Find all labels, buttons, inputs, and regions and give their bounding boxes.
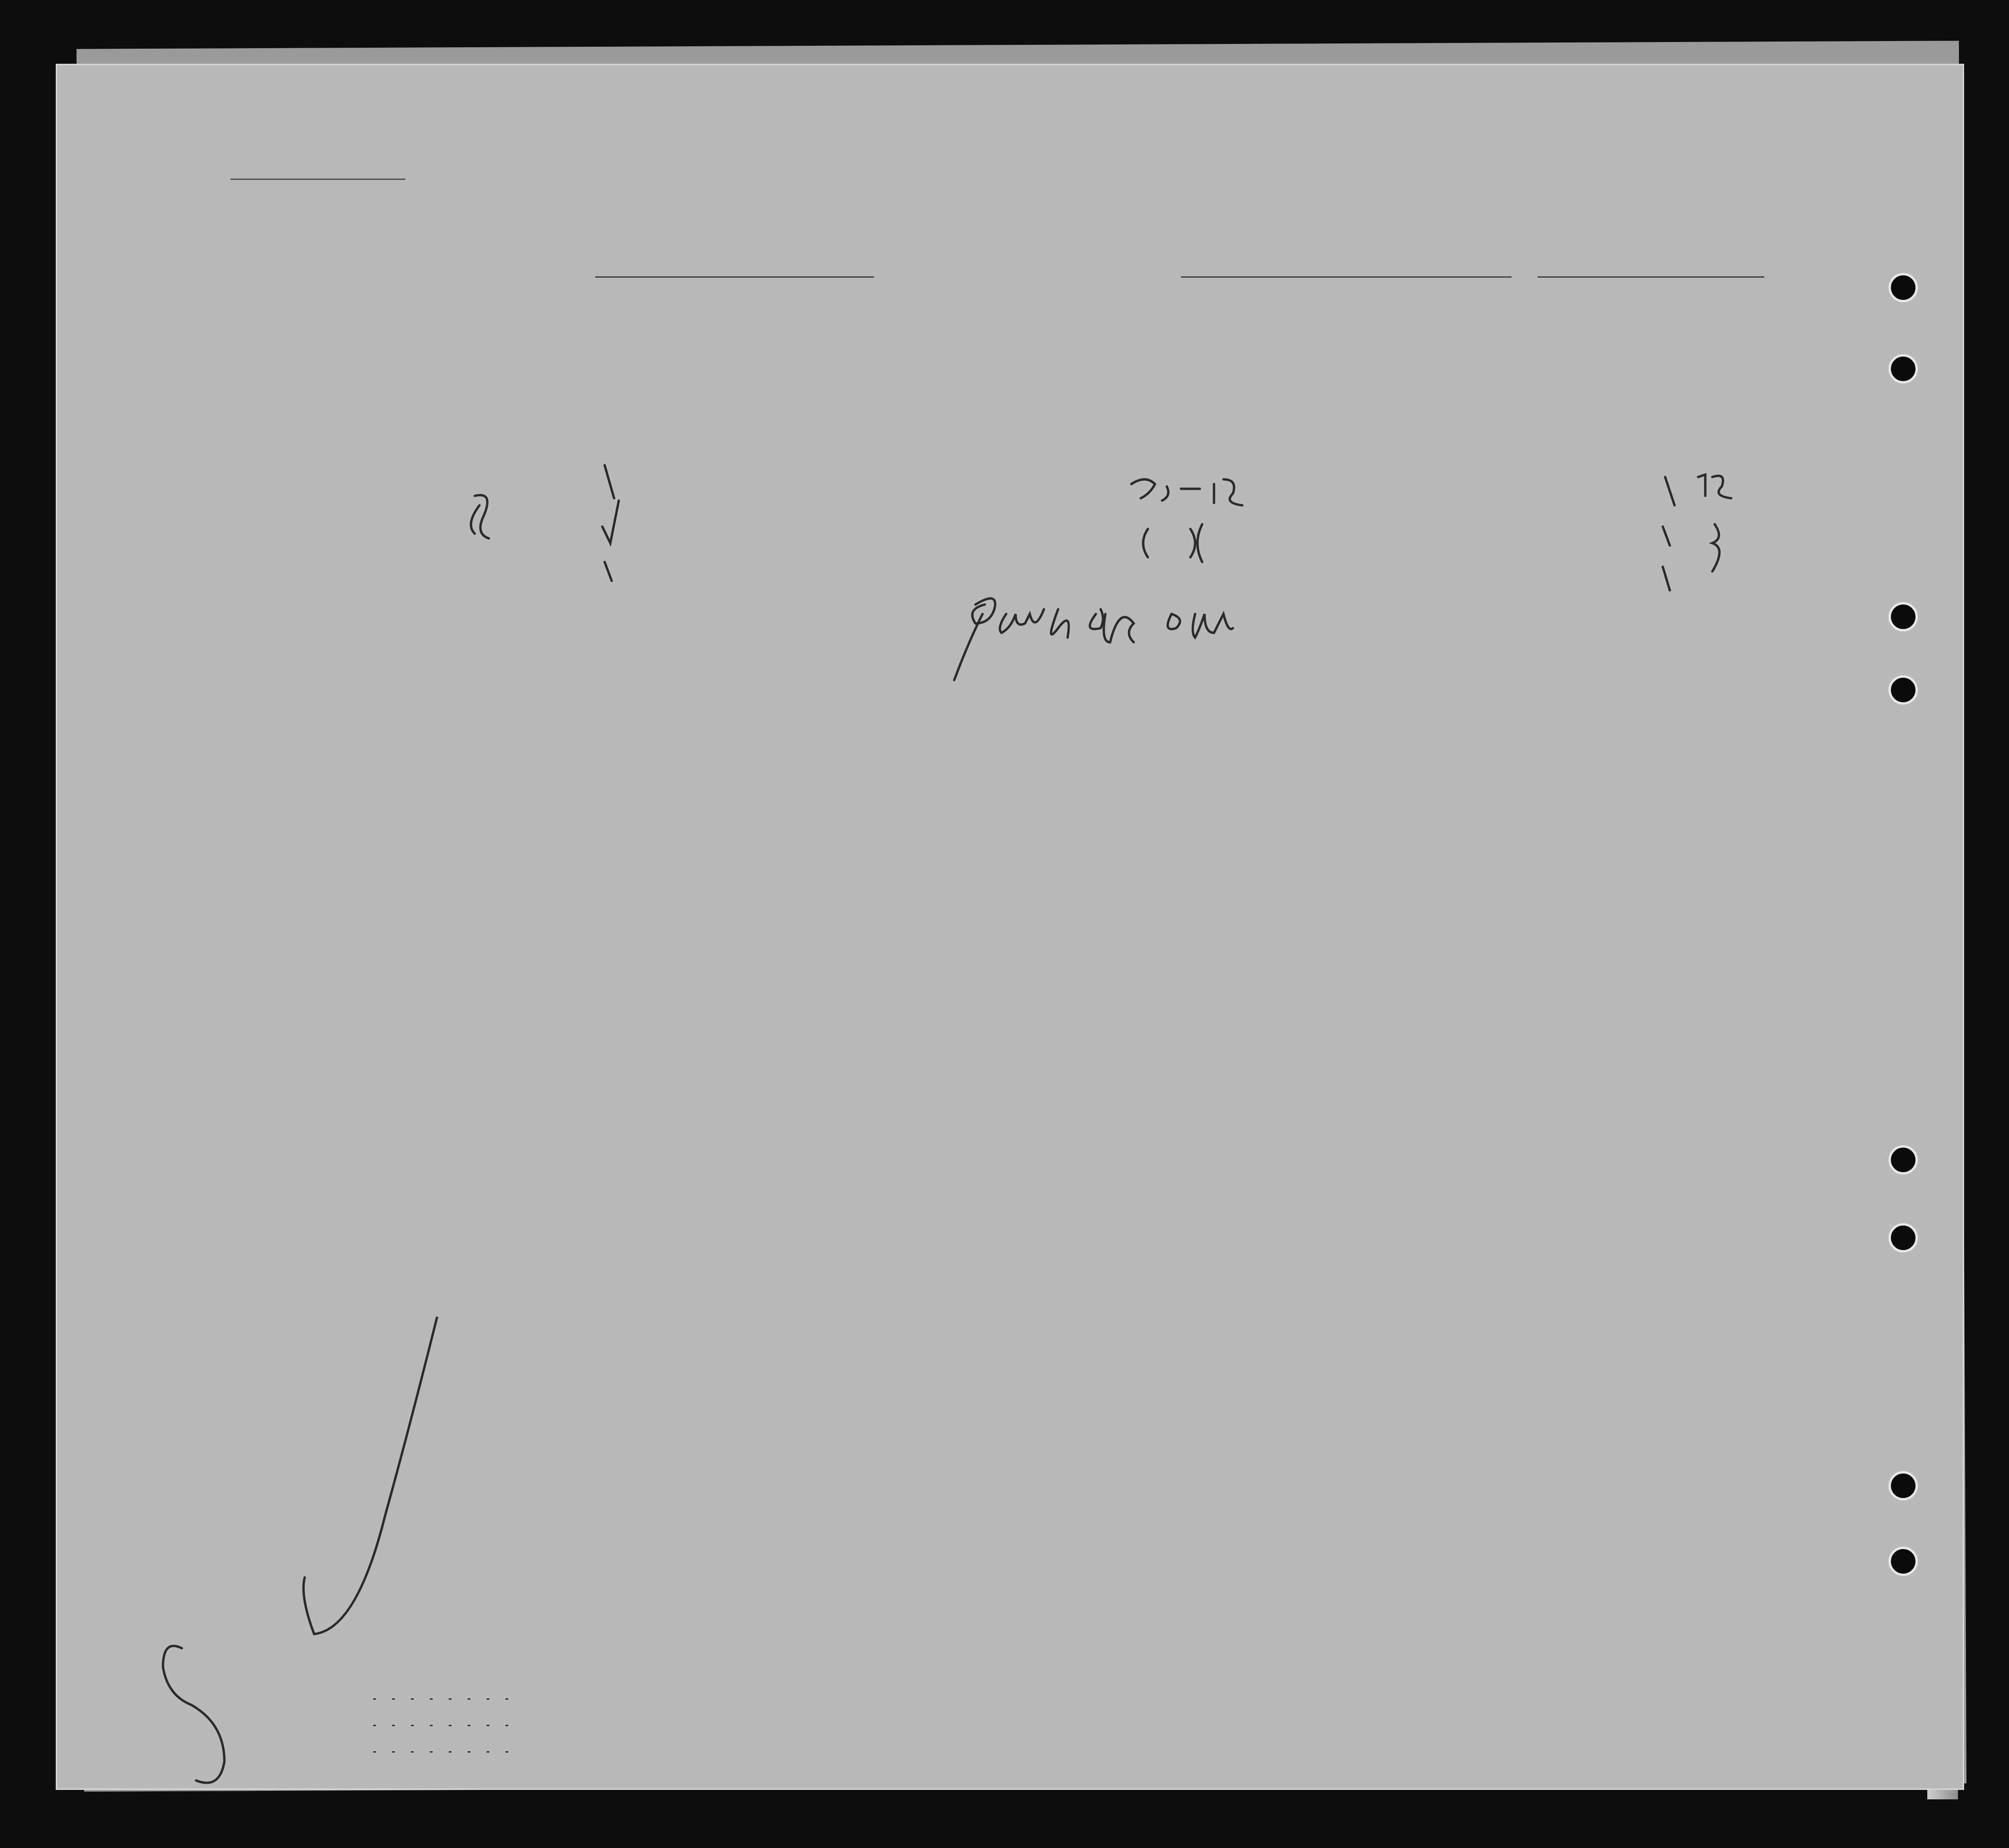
binder-hole <box>1889 273 1918 302</box>
check-mark <box>602 501 619 543</box>
binder-hole <box>1889 354 1918 383</box>
binder-hole <box>1889 1547 1918 1576</box>
handwritten-note <box>1131 479 1242 505</box>
handwritten-stroke <box>304 1318 437 1634</box>
handwritten-signature <box>954 598 1233 680</box>
handwritten-numeral <box>163 1646 224 1783</box>
binder-hole <box>1889 1145 1918 1175</box>
binder-hole <box>1889 1223 1918 1252</box>
citizens-leader-dots <box>373 1725 515 1726</box>
check-mark <box>605 562 612 581</box>
total-leader-dots <box>373 1698 515 1700</box>
brace-mark <box>1143 524 1202 562</box>
check-mark <box>1663 477 1675 590</box>
brace-mark <box>1712 524 1719 571</box>
aliens-leader-dots <box>373 1751 515 1753</box>
brace-mark <box>471 495 489 538</box>
handwritten-note <box>1698 475 1731 498</box>
check-mark <box>605 465 614 498</box>
binder-hole <box>1889 602 1918 631</box>
binder-hole <box>1889 675 1918 705</box>
binder-hole <box>1889 1471 1918 1500</box>
